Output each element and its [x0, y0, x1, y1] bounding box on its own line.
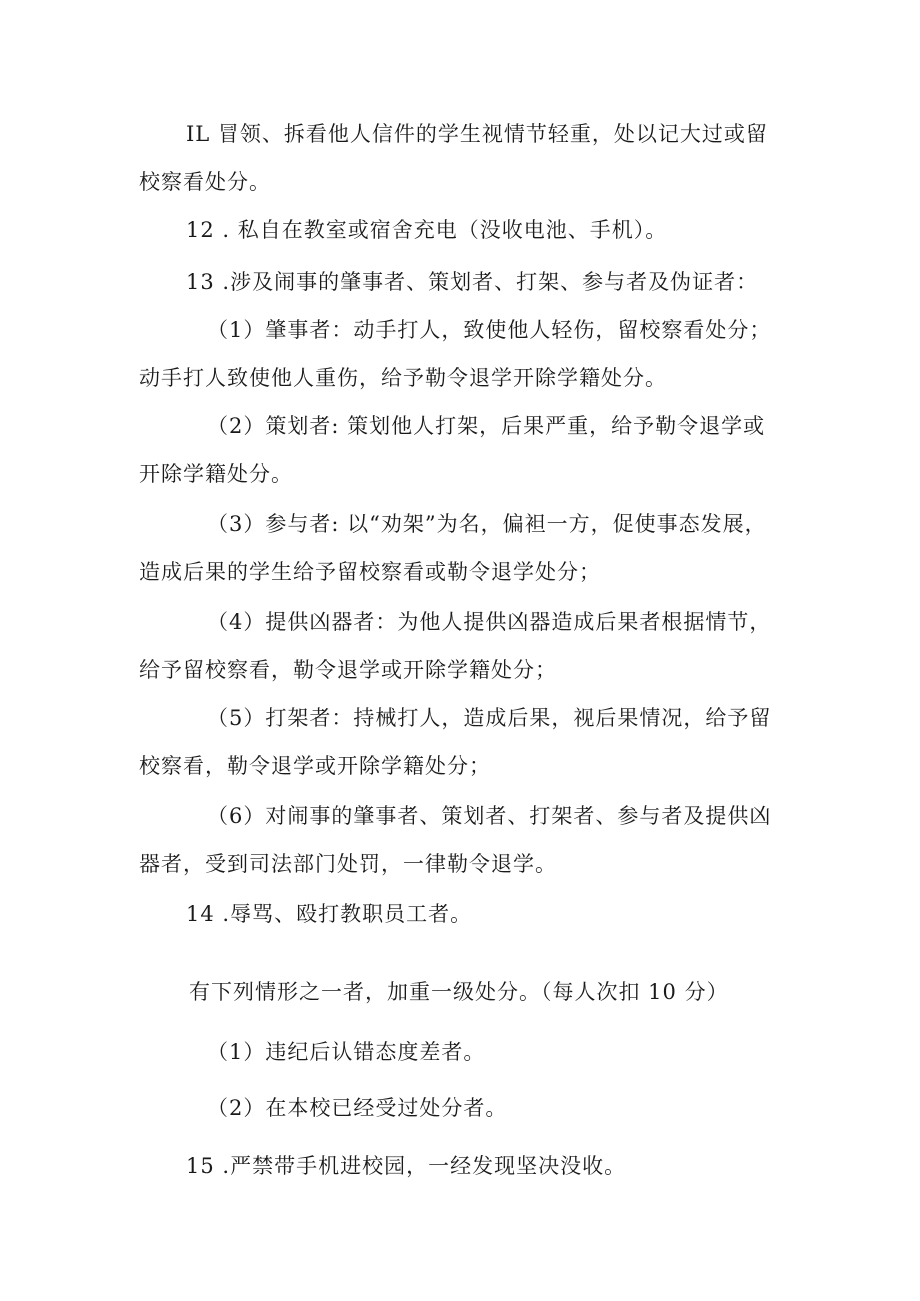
rule-paragraph-15: 15 .严禁带手机进校园，一经发现坚决没收。 [186, 1154, 627, 1178]
rule-paragraph-11: IL 冒领、拆看他人信件的学生视情节轻重，处以记大过或留校察看处分。 [139, 122, 768, 194]
rule-paragraph-13-1: （1）肇事者：动手打人，致使他人轻伤，留校察看处分；动手打人致使他人重伤，给予勒令退学开除学籍处分。 [139, 318, 772, 390]
aggravation-item-1: （1）违纪后认错态度差者。 [207, 1040, 486, 1064]
rule-paragraph-13-4: （4）提供凶器者：为他人提供凶器造成后果者根据情节，给予留校察看，勒令退学或开除学籍处分； [139, 610, 772, 682]
rule-paragraph-14: 14 .辱骂、殴打教职员工者。 [186, 902, 473, 926]
rule-paragraph-13-2: （2）策划者: 策划他人打架，后果严重，给予勒令退学或开除学籍处分。 [139, 414, 766, 486]
rule-paragraph-13-5: （5）打架者：持械打人，造成后果，视后果情况，给予留校察看，勒令退学或开除学籍处分； [139, 706, 772, 778]
rule-paragraph-13-6: （6）对闹事的肇事者、策划者、打架者、参与者及提供凶器者，受到司法部门处罚，一律勒令退学。 [139, 804, 772, 876]
rule-paragraph-13: 13 .涉及闹事的肇事者、策划者、打架、参与者及伪证者： [186, 270, 759, 294]
rule-paragraph-13-3: （3）参与者: 以“劝架”为名，偏袒一方，促使事态发展，造成后果的学生给予留校察看或勒令退学处分； [139, 512, 767, 584]
aggravation-item-2: （2）在本校已经受过处分者。 [207, 1096, 508, 1120]
aggravation-paragraph: 有下列情形之一者，加重一级处分。（每人次扣 10 分） [189, 980, 729, 1004]
rule-paragraph-12: 12 . 私自在教室或宿舍充电（没收电池、手机）。 [186, 218, 668, 242]
